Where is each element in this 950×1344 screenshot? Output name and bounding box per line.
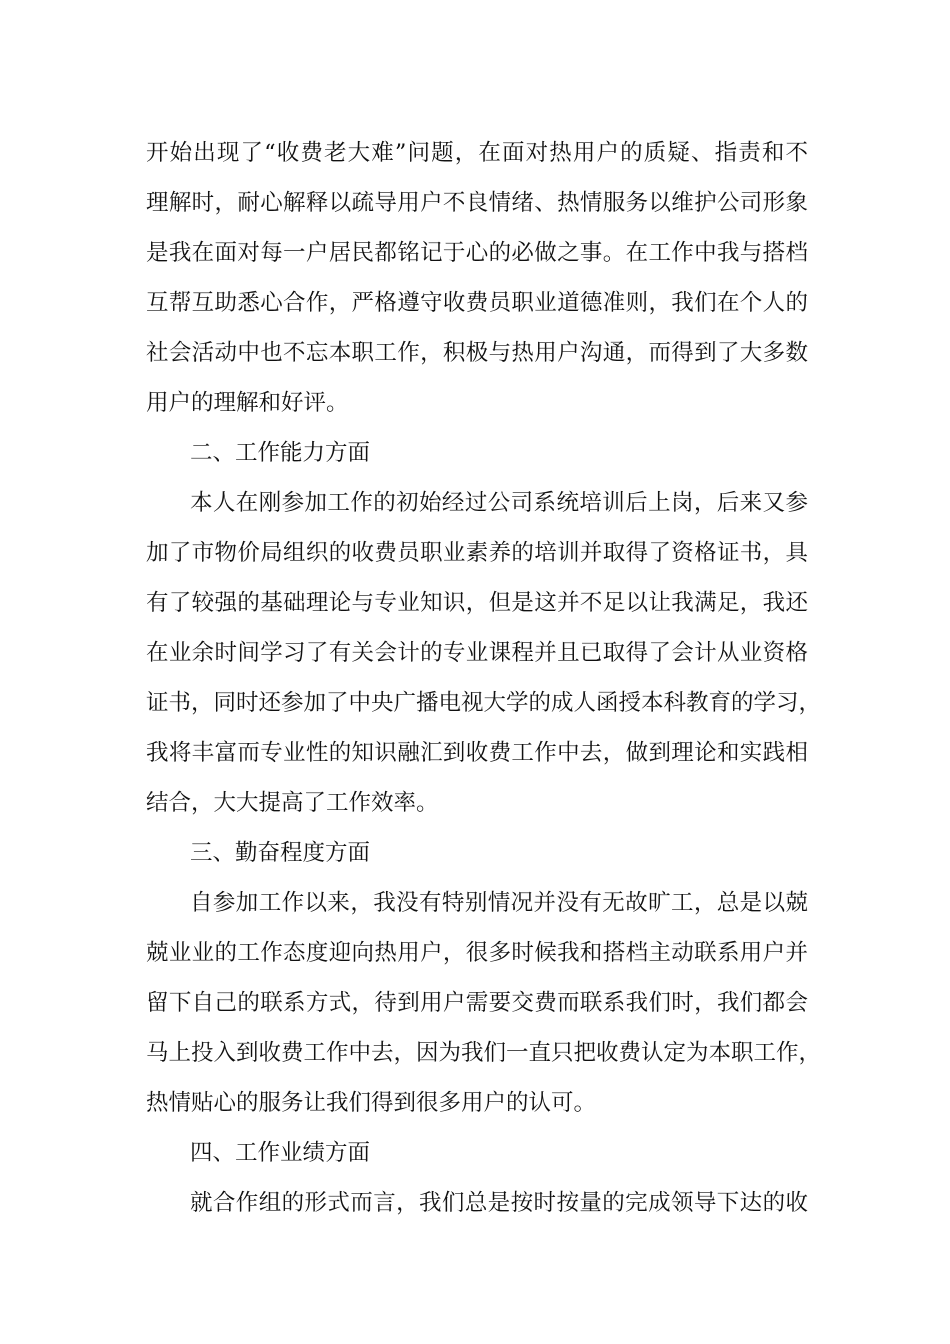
paragraph-line: 证书，同时还参加了中央广播电视大学的成人函授本科教育的学习， — [146, 690, 822, 716]
section-heading: 二、工作能力方面 — [190, 440, 371, 466]
paragraph-line: 留下自己的联系方式，待到用户需要交费而联系我们时，我们都会 — [146, 990, 808, 1016]
document-body — [146, 128, 822, 1228]
paragraph-line: 自参加工作以来，我没有特别情况并没有无故旷工，总是以兢 — [190, 890, 808, 916]
paragraph-line: 就合作组的形式而言，我们总是按时按量的完成领导下达的收 — [190, 1190, 808, 1216]
paragraph-line: 社会活动中也不忘本职工作，积极与热用户沟通，而得到了大多数 — [146, 340, 808, 366]
paragraph-line: 互帮互助悉心合作，严格遵守收费员职业道德准则，我们在个人的 — [146, 290, 808, 316]
paragraph-line: 结合，大大提高了工作效率。 — [146, 790, 439, 816]
paragraph-line: 兢业业的工作态度迎向热用户，很多时候我和搭档主动联系用户并 — [146, 940, 808, 966]
paragraph-line: 马上投入到收费工作中去，因为我们一直只把收费认定为本职工作， — [146, 1040, 822, 1066]
section-heading: 三、勤奋程度方面 — [190, 840, 371, 866]
paragraph-line: 本人在刚参加工作的初始经过公司系统培训后上岗，后来又参 — [190, 490, 808, 516]
paragraph-line: 热情贴心的服务让我们得到很多用户的认可。 — [146, 1090, 597, 1116]
paragraph-line: 加了市物价局组织的收费员职业素养的培训并取得了资格证书，具 — [146, 540, 808, 566]
section-heading: 四、工作业绩方面 — [190, 1140, 371, 1166]
paragraph-line: 用户的理解和好评。 — [146, 390, 349, 416]
paragraph-line: 我将丰富而专业性的知识融汇到收费工作中去，做到理论和实践相 — [146, 740, 808, 766]
paragraph-line: 理解时，耐心解释以疏导用户不良情绪、热情服务以维护公司形象 — [146, 190, 808, 216]
paragraph-line: 是我在面对每一户居民都铭记于心的必做之事。在工作中我与搭档 — [146, 240, 808, 266]
paragraph-line: 在业余时间学习了有关会计的专业课程并且已取得了会计从业资格 — [146, 640, 808, 666]
paragraph-line: 开始出现了“收费老大难”问题，在面对热用户的质疑、指责和不 — [146, 140, 808, 166]
paragraph-line: 有了较强的基础理论与专业知识，但是这并不足以让我满足，我还 — [146, 590, 808, 616]
